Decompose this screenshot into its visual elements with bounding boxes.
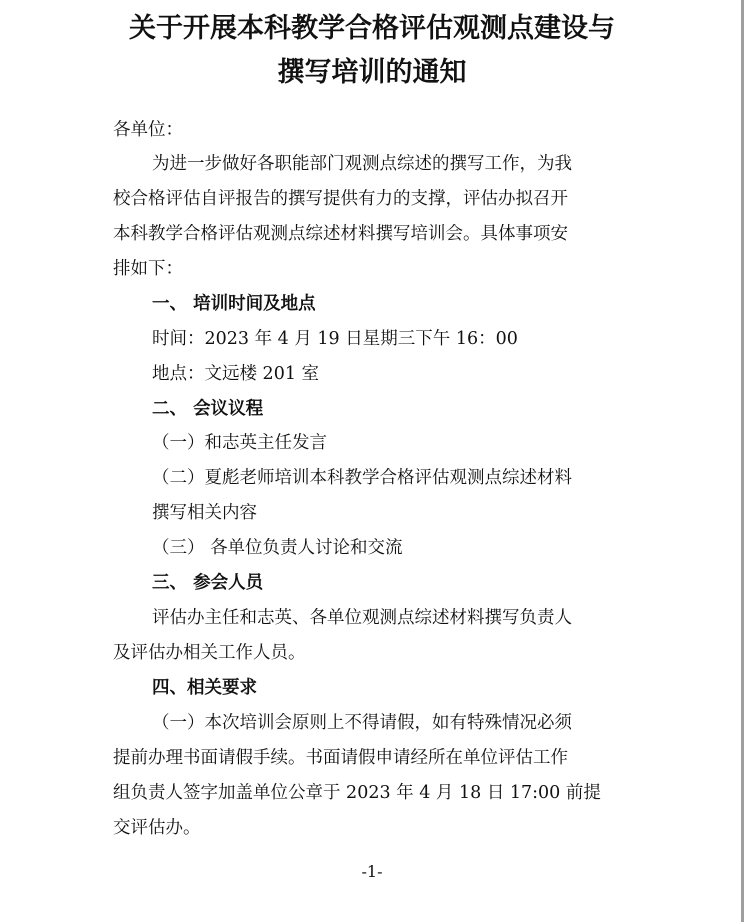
salutation: 各单位：	[113, 120, 183, 140]
agenda-item-3: （三） 各单位负责人讨论和交流	[152, 538, 403, 558]
intro-line-4: 排如下：	[113, 259, 183, 279]
agenda-item-2-line1: （二）夏彪老师培训本科教学合格评估观测点综述材料	[152, 468, 572, 488]
page-number: -1-	[361, 862, 383, 881]
intro-line-1: 为进一步做好各职能部门观测点综述的撰写工作，为我	[152, 154, 572, 174]
document-title-line1: 关于开展本科教学合格评估观测点建设与	[129, 13, 615, 44]
requirement-line4: 交评估办。	[113, 818, 201, 838]
document-title-line2: 撰写培训的通知	[277, 57, 467, 88]
requirement-line1: （一）本次培训会原则上不得请假，如有特殊情况必须	[152, 713, 572, 733]
agenda-item-2-line2: 撰写相关内容	[152, 503, 257, 523]
meeting-time: 时间：2023 年 4 月 19 日星期三下午 16：00	[152, 329, 518, 349]
requirement-line2: 提前办理书面请假手续。书面请假申请经所在单位评估工作	[113, 748, 568, 768]
intro-line-2: 校合格评估自评报告的撰写提供有力的支撑，评估办拟召开	[113, 189, 568, 209]
section3-heading: 三、 参会人员	[152, 573, 264, 593]
section4-heading: 四、相关要求	[152, 678, 257, 698]
requirement-line3: 组负责人签字加盖单位公章于 2023 年 4 月 18 日 17:00 前提	[113, 783, 601, 803]
intro-line-3: 本科教学合格评估观测点综述材料撰写培训会。具体事项安	[113, 224, 568, 244]
attendees-line2: 及评估办相关工作人员。	[113, 643, 306, 663]
section1-heading: 一、 培训时间及地点	[152, 294, 316, 314]
section2-heading: 二、 会议议程	[152, 399, 264, 419]
meeting-place: 地点：文远楼 201 室	[152, 364, 320, 384]
attendees-line1: 评估办主任和志英、各单位观测点综述材料撰写负责人	[152, 608, 572, 628]
agenda-item-1: （一）和志英主任发言	[152, 433, 327, 453]
